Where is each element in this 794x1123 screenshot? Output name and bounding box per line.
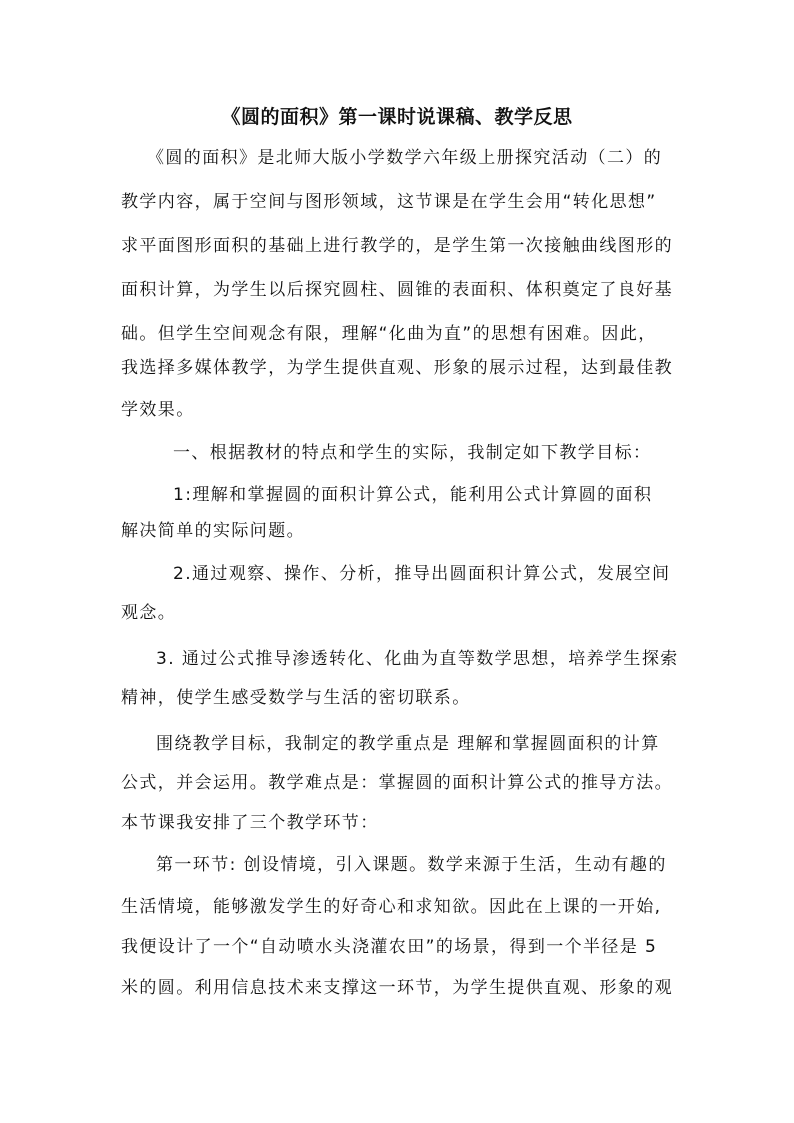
paragraph-line: 本节课我安排了三个教学环节： (121, 813, 379, 833)
paragraph-line: 解决简单的实际问题。 (121, 521, 305, 541)
paragraph-line: 3. 通过公式推导渗透转化、化曲为直等数学思想，培养学生探索 (156, 649, 679, 669)
paragraph-line: 面积计算，为学生以后探究圆柱、圆锥的表面积、体积奠定了良好基 (121, 280, 673, 300)
paragraph-line: 2.通过观察、操作、分析，推导出圆面积计算公式，发展空间 (173, 564, 671, 584)
paragraph-line: 观念。 (121, 603, 177, 623)
paragraph-line: 础。但学生空间观念有限，理解“化曲为直”的思想有困难。因此， (121, 324, 657, 344)
paragraph-line: 1:理解和掌握圆的面积计算公式，能利用公式计算圆的面积 (173, 485, 653, 505)
paragraph-line: 我选择多媒体教学，为学生提供直观、形象的展示过程，达到最佳教 (121, 358, 673, 378)
paragraph-line: 我便设计了一个“自动喷水头浇灌农田”的场景，得到一个半径是 5 (121, 937, 658, 957)
paragraph-line: 《圆的面积》是北师大版小学数学六年级上册探究活动（二）的 (147, 148, 663, 168)
paragraph-line: 米的圆。利用信息技术来支撑这一环节，为学生提供直观、形象的观 (121, 978, 673, 998)
paragraph-line: 公式，并会运用。教学难点是：掌握圆的面积计算公式的推导方法。 (121, 773, 673, 793)
paragraph-line: 求平面图形面积的基础上进行教学的，是学生第一次接触曲线图形的 (121, 236, 673, 256)
paragraph-line: 教学内容，属于空间与图形领域，这节课是在学生会用“转化思想” (121, 192, 657, 212)
paragraph-line: 学效果。 (121, 400, 195, 420)
paragraph-line: 一、根据教材的特点和学生的实际，我制定如下教学目标： (173, 443, 652, 463)
paragraph-line: 生活情境，能够激发学生的好奇心和求知欲。因此在上课的一开始, (121, 897, 662, 917)
paragraph-line: 围绕教学目标，我制定的教学重点是 理解和掌握圆面积的计算 (156, 734, 660, 754)
paragraph-line: 第一环节: 创设情境，引入课题。数学来源于生活，生动有趣的 (156, 855, 667, 875)
paragraph-line: 精神，使学生感受数学与生活的密切联系。 (121, 688, 471, 708)
document-title: 《圆的面积》第一课时说课稿、教学反思 (221, 106, 573, 128)
